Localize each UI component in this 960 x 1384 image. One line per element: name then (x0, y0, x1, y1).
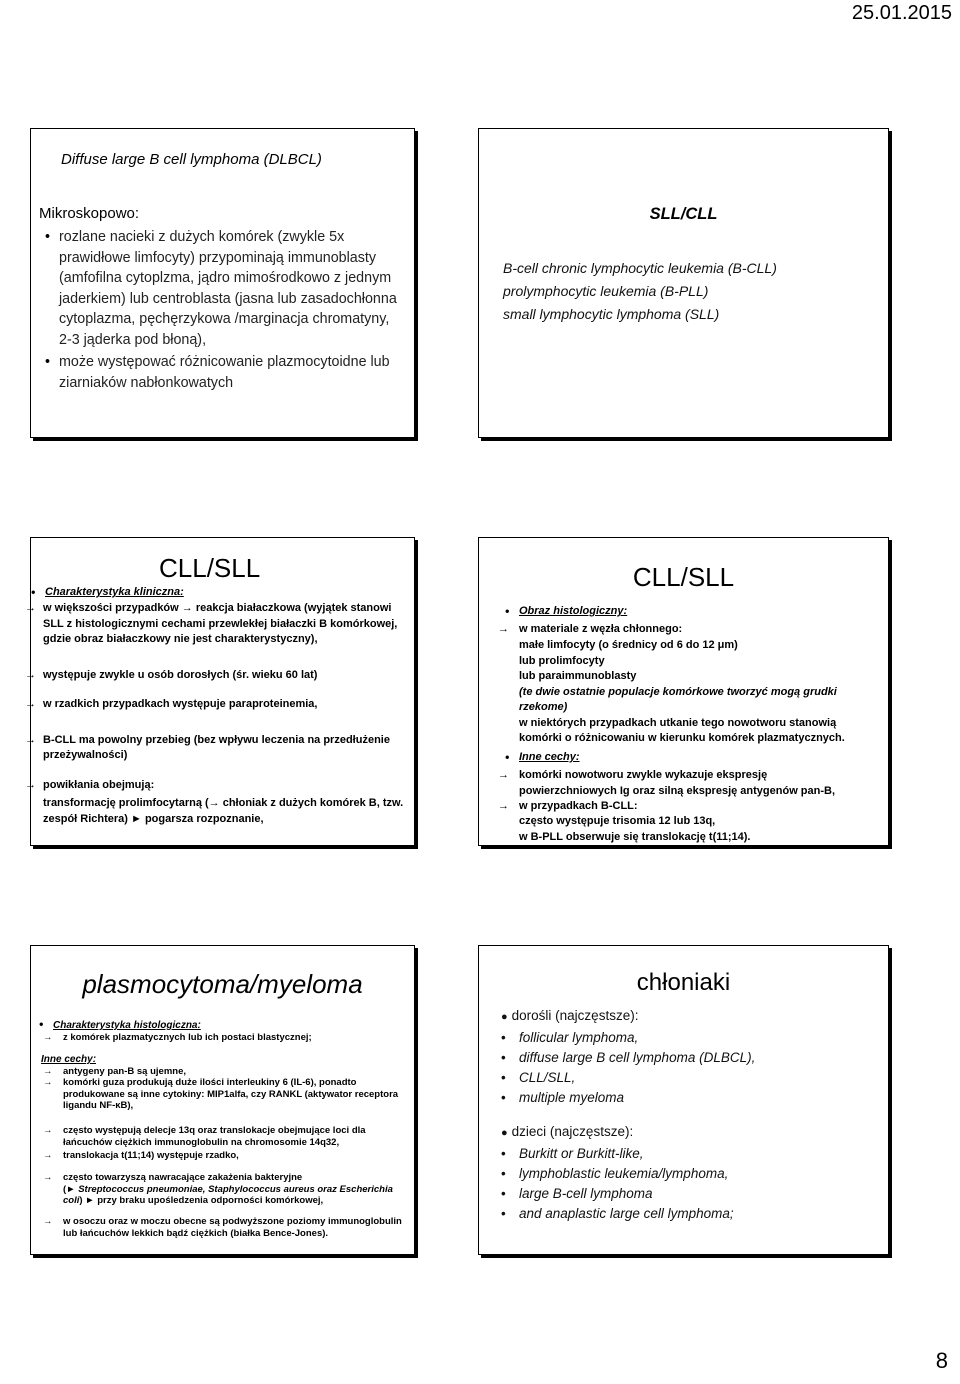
spacer (31, 648, 406, 668)
slide-title: Diffuse large B cell lymphoma (DLBCL) (61, 151, 322, 168)
list-item: → komórki guza produkują duże ilości interleukiny 6 (IL-6), ponadto produkowane są inne cytokiny: MIP1alfa, czy RANKL (aktywator receptora ligandu NF-κB), (41, 1077, 409, 1112)
detail-line: lub paraimmunoblasty (519, 670, 637, 682)
list-item: → translokacja t(11;14) występuje rzadko, (41, 1150, 409, 1162)
slide-dlbcl (30, 128, 415, 438)
section-block (41, 1172, 409, 1207)
detail-line: w niektórych przypadkach utkanie tego nowotworu stanowią komórki o różnicowaniu w kierunku komórek plazmatycznych. (519, 716, 845, 744)
slide-title: chłoniaki (636, 969, 731, 996)
slide-sll-cll (478, 128, 889, 438)
detail-line: często występuje trisomia 12 lub 13q, (519, 815, 716, 827)
arrow-list (497, 622, 867, 638)
group-heading: ● dzieci (najczęstsze): (501, 1122, 734, 1143)
list-item (41, 1172, 409, 1207)
section-heading: • Charakterystyka kliniczna: (45, 586, 184, 598)
item-text-italic: Streptococcus pneumoniae, Staphylococcus aureus oraz Escherichia coli (63, 1183, 393, 1206)
spacer (31, 683, 406, 697)
slide-cll-sll-clinical (30, 537, 415, 846)
list-item: → komórki nowotworu zwykle wykazuje ekspresję powierzchniowych Ig oraz silną ekspresję antygenów pan-B, (497, 768, 867, 799)
list-item: → z komórek plazmatycznych lub ich postaci blastycznej; (41, 1032, 409, 1044)
group-heading: ● dorośli (najczęstsze): (501, 1006, 755, 1027)
detail-note: (te dwie ostatnie populacje komórkowe tworzyć mogą grudki rzekome) (519, 685, 837, 713)
section-heading: • Inne cechy: (519, 751, 580, 763)
list-item: → w osoczu oraz w moczu obecne są podwyższone poziomy immunoglobulin lub łańcuchów lekkich bądź ciężkich (białka Bence-Jones). (41, 1216, 409, 1239)
list-item: → w przypadkach B-CLL: (497, 799, 867, 815)
list-item: → występuje zwykle u osób dorosłych (śr. wieku 60 lat) (31, 668, 406, 684)
list-item-details (519, 814, 879, 845)
item-text: często towarzyszą nawracające zakażenia bakteryjne (63, 1172, 303, 1183)
section-heading: Inne cechy: (41, 1054, 97, 1065)
print-date: 25.01.2015 (851, 2, 952, 24)
definition-line: B-cell chronic lymphocytic leukemia (B-CLL) (503, 260, 777, 276)
definition-lines (503, 257, 777, 326)
list-item: → w materiale z węzła chłonnego: (497, 622, 867, 638)
slide-heading: Mikroskopowo: (39, 205, 140, 222)
slide-title: SLL/CLL (649, 205, 718, 223)
section-block (41, 1125, 409, 1162)
list-item-details (519, 638, 879, 747)
list-item: → powikłania obejmują: (31, 778, 406, 794)
list-item: → w rzadkich przypadkach występuje paraproteinemia, (31, 697, 406, 713)
group-adults (501, 1006, 755, 1108)
section-block (41, 1020, 409, 1043)
list-item: • and anaplastic large cell lymphoma; (501, 1204, 734, 1224)
list-item: • diffuse large B cell lymphoma (DLBCL), (501, 1048, 755, 1068)
pointer-glyph: ) ► (79, 1195, 95, 1206)
bullet-list (501, 1144, 734, 1224)
spacer (31, 764, 406, 778)
list-item: • CLL/SLL, (501, 1068, 755, 1088)
arrow-list (497, 768, 867, 815)
slide-plasmocytoma (30, 945, 415, 1255)
slide-chloniaki (478, 945, 889, 1255)
item-text: przy braku upośledzenia odporności komórkowej, (97, 1195, 324, 1206)
list-item: • follicular lymphoma, (501, 1028, 755, 1048)
list-item: • large B-cell lymphoma (501, 1184, 734, 1204)
section-heading: • Obraz histologiczny: (519, 605, 627, 617)
list-item: • lymphoblastic leukemia/lymphoma, (501, 1164, 734, 1184)
list-item: → antygeny pan-B są ujemne, (41, 1066, 409, 1078)
list-item: • multiple myeloma (501, 1088, 755, 1108)
arrow-list (31, 601, 406, 827)
slide-title: CLL/SLL (632, 562, 735, 592)
slide-title: CLL/SLL (159, 553, 261, 583)
list-item: → w większości przypadków → reakcja białaczkowa (wyjątek stanowi SLL z histologicznymi cechami przewlekłej białaczki B komórkowej, gdzie obraz białaczkowy nie jest charakterystyczny), (31, 601, 406, 648)
slide-cll-sll-histology (478, 537, 889, 846)
slide-title: plasmocytoma/myeloma (82, 969, 363, 999)
detail-line: lub prolimfocyty (519, 654, 605, 667)
definition-line: small lymphocytic lymphoma (SLL) (503, 306, 720, 322)
list-item-continuation: transformację prolimfocytarną (→ chłoniak z dużych komórek B, tzw. zespół Richtera) ► pogarsza rozpoznanie, (43, 797, 404, 825)
list-item: • rozlane nacieki z dużych komórek (zwykle 5x prawidłowe limfocyty) przypominają immunoblasty (amfofilna cytoplzma, jądro mimośrodkowo z jednym jaderkiem) lub centroblasta (jasna lub zasadochłonna cytoplazma, pęchęrzykowa /marginacja chromatyny, 2-3 jąderka pod błoną), (45, 227, 405, 350)
section-block (41, 1216, 409, 1239)
definition-line: prolymphocytic leukemia (B-PLL) (503, 283, 709, 299)
pointer-glyph: (► (63, 1183, 76, 1195)
list-item: → B-CLL ma powolny przebieg (bez wpływu leczenia na przedłużenie przeżywalności) (31, 733, 406, 764)
section-heading: • Charakterystyka histologiczna: (53, 1020, 409, 1032)
list-item: → często występują delecje 13q oraz translokacje obejmujące loci dla łańcuchów ciężkich immunoglobulin na chromosomie 14q32, (41, 1125, 409, 1148)
section-block (41, 1054, 409, 1112)
list-item: • może występować różnicowanie plazmocytoidne lub ziarniaków nabłonkowatych (45, 352, 405, 393)
spacer (31, 713, 406, 733)
detail-line: w B-PLL obserwuje się translokację t(11;14). (519, 830, 751, 843)
bullet-list (45, 227, 405, 395)
bullet-list (501, 1028, 755, 1108)
group-children (501, 1122, 734, 1224)
list-item: • Burkitt or Burkitt-like, (501, 1144, 734, 1164)
page-number: 8 (935, 1348, 948, 1373)
detail-line: małe limfocyty (o średnicy od 6 do 12 μm) (519, 639, 738, 651)
